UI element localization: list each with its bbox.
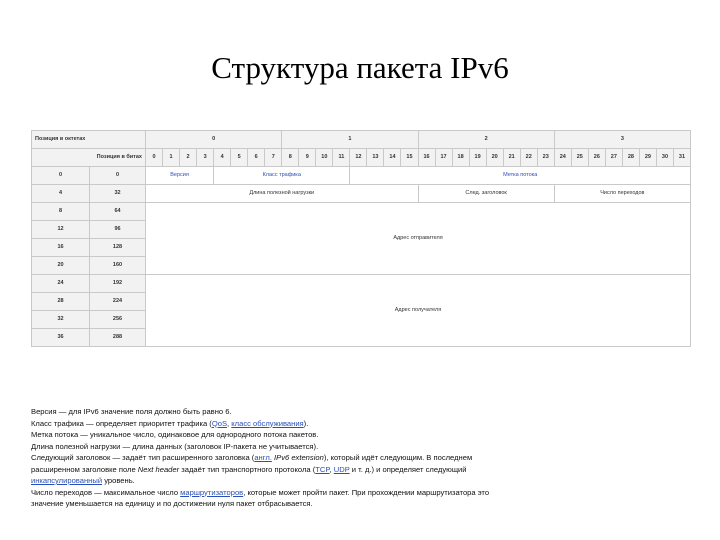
bit-header-cell: 16 — [418, 149, 435, 167]
table-row — [32, 203, 691, 221]
bit-header-cell: 17 — [435, 149, 452, 167]
version-description: Версия — для IPv6 значение поля должно быть равно 6. — [31, 407, 232, 416]
bit-offset-cell: 128 — [90, 239, 146, 257]
traffic-class-field[interactable]: Класс трафика — [214, 167, 350, 185]
octet-position-label: Позиция в октетах — [32, 131, 146, 149]
bit-header-cell: 4 — [214, 149, 231, 167]
bit-header-cell: 31 — [673, 149, 690, 167]
bit-header-cell: 13 — [367, 149, 384, 167]
flow-label-field[interactable]: Метка потока — [350, 167, 691, 185]
italic-term: Next header — [137, 464, 180, 474]
octet-offset-cell: 20 — [32, 257, 90, 275]
text-fragment: задаёт тип транспортного протокола ( — [179, 464, 316, 474]
description-line — [31, 441, 691, 453]
text-fragment: значение уменьшается на единицу и по достижении нуля пакет отбрасывается. — [31, 499, 313, 508]
bit-offset-cell: 32 — [90, 185, 146, 203]
description-line — [31, 452, 691, 464]
bit-header-cell: 6 — [248, 149, 265, 167]
octet-offset-cell: 36 — [32, 329, 90, 347]
bit-header-cell: 26 — [588, 149, 605, 167]
bit-header-cell: 25 — [571, 149, 588, 167]
text-fragment: и т. д.) и определяет следующий — [349, 464, 467, 474]
bit-header-cell: 24 — [554, 149, 571, 167]
bit-header-cell: 15 — [401, 149, 418, 167]
octet-offset-cell: 8 — [32, 203, 90, 221]
bit-header-cell: 22 — [520, 149, 537, 167]
bit-header-cell: 7 — [265, 149, 282, 167]
version-field[interactable]: Версия — [146, 167, 214, 185]
description-line — [31, 487, 691, 499]
bit-header-cell: 12 — [350, 149, 367, 167]
text-fragment: уровень. — [102, 476, 135, 485]
hop-limit-description: Число переходов — максимальное число — [31, 487, 181, 497]
text-fragment: расширенном заголовке поле — [31, 464, 138, 474]
bit-header-row — [32, 149, 691, 167]
description-line — [31, 498, 691, 510]
text-fragment: , — [329, 464, 334, 474]
source-address-field: Адрес отправителя — [146, 203, 691, 275]
udp-link[interactable]: UDP — [333, 464, 350, 474]
octet-offset-cell: 0 — [32, 167, 90, 185]
italic-term: IPv6 extension — [274, 453, 324, 462]
bit-header-cell: 3 — [197, 149, 214, 167]
destination-address-field: Адрес получателя — [146, 275, 691, 347]
routers-link[interactable]: маршрутизаторов — [180, 487, 244, 497]
hop-limit-field: Число переходов — [554, 185, 690, 203]
octet-offset-cell: 12 — [32, 221, 90, 239]
bit-header-cell: 18 — [452, 149, 469, 167]
next-header-description: Следующий заголовок — задаёт тип расширенного заголовка ( — [31, 453, 255, 462]
octet-offset-cell: 4 — [32, 185, 90, 203]
bit-header-cell: 27 — [605, 149, 622, 167]
octet-offset-cell: 24 — [32, 275, 90, 293]
bit-header-cell: 11 — [333, 149, 350, 167]
bit-offset-cell: 224 — [90, 293, 146, 311]
bit-header-cell: 28 — [622, 149, 639, 167]
bit-offset-cell: 96 — [90, 221, 146, 239]
bit-header-cell: 2 — [180, 149, 197, 167]
octet-header-cell: 0 — [146, 131, 282, 149]
bit-header-cell: 20 — [486, 149, 503, 167]
description-line — [31, 429, 691, 441]
octet-header-row — [32, 131, 691, 149]
octet-header-cell: 2 — [418, 131, 554, 149]
octet-offset-cell: 32 — [32, 311, 90, 329]
bit-offset-cell: 0 — [90, 167, 146, 185]
octet-header-cell: 3 — [554, 131, 690, 149]
text-fragment: ). — [303, 418, 309, 428]
bit-header-cell: 9 — [299, 149, 316, 167]
flow-label-description: Метка потока — уникальное число, одинаковое для однородного потока пакетов. — [31, 430, 319, 439]
bit-header-cell: 10 — [316, 149, 333, 167]
bit-offset-cell: 288 — [90, 329, 146, 347]
encapsulated-link[interactable]: инкапсулированный — [31, 476, 103, 485]
payload-length-description: Длина полезной нагрузки — длина данных (заголовок IP-пакета не учитывается). — [31, 441, 319, 451]
next-header-field: След. заголовок — [418, 185, 554, 203]
payload-length-field: Длина полезной нагрузки — [146, 185, 419, 203]
bit-offset-cell: 192 — [90, 275, 146, 293]
description-line — [31, 464, 691, 476]
text-fragment: , которые может пройти пакет. При прохождении маршрутизатора это — [243, 487, 490, 497]
qos-link[interactable]: QoS — [211, 418, 228, 428]
description-line — [31, 406, 691, 418]
description-line — [31, 475, 691, 487]
text-fragment: , — [227, 418, 232, 428]
table-row — [32, 275, 691, 293]
octet-offset-cell: 16 — [32, 239, 90, 257]
ipv6-header-table — [31, 130, 691, 347]
bit-header-cell: 23 — [537, 149, 554, 167]
traffic-class-description: Класс трафика — определяет приоритет трафика ( — [31, 418, 212, 428]
bit-position-label: Позиция в битах — [32, 149, 146, 167]
bit-header-cell: 30 — [656, 149, 673, 167]
bit-header-cell: 5 — [231, 149, 248, 167]
bit-offset-cell: 160 — [90, 257, 146, 275]
bit-header-cell: 8 — [282, 149, 299, 167]
bit-header-cell: 19 — [469, 149, 486, 167]
service-class-link[interactable]: класс обслуживания — [231, 418, 304, 428]
field-descriptions — [31, 406, 691, 510]
octet-offset-cell: 28 — [32, 293, 90, 311]
bit-header-cell: 29 — [639, 149, 656, 167]
english-link[interactable]: англ. — [254, 453, 272, 462]
bit-header-cell: 0 — [146, 149, 163, 167]
bit-header-cell: 14 — [384, 149, 401, 167]
bit-header-cell: 21 — [503, 149, 520, 167]
octet-header-cell: 1 — [282, 131, 418, 149]
bit-header-cell: 1 — [163, 149, 180, 167]
description-line — [31, 418, 691, 430]
bit-offset-cell: 256 — [90, 311, 146, 329]
table-row — [32, 185, 691, 203]
bit-offset-cell: 64 — [90, 203, 146, 221]
text-fragment: ), который идёт следующим. В последнем — [323, 453, 473, 462]
slide-title: Структура пакета IPv6 — [211, 50, 509, 85]
tcp-link[interactable]: TCP — [315, 464, 330, 474]
table-row — [32, 167, 691, 185]
